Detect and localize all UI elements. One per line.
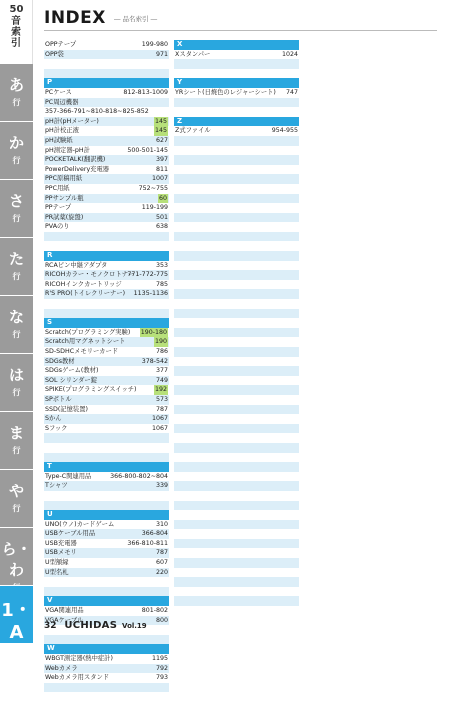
entry-name: RICOHカラー・モノクロトナー: [45, 271, 135, 279]
entry-name: pH計(pHメーター): [45, 117, 99, 125]
page-title: INDEX: [44, 8, 106, 28]
entry-name: Tシャツ: [45, 482, 68, 490]
index-entry: [44, 337, 169, 347]
index-entry: [44, 376, 169, 386]
entry-name: pH計校正液: [45, 127, 79, 135]
entry-name: Scratch(プログラミング実験): [45, 328, 131, 336]
index-entry: [44, 126, 169, 136]
index-entry: [174, 146, 299, 156]
entry-name: Z式ファイル: [175, 127, 211, 135]
index-entry: [44, 366, 169, 376]
entry-page: 145: [154, 117, 167, 125]
index-entry: [44, 414, 169, 424]
index-entry: [44, 203, 169, 213]
page-header: [44, 8, 157, 30]
index-entry: [44, 107, 169, 117]
brand-name: UCHIDAS: [64, 620, 118, 631]
entry-page: 1007: [151, 175, 168, 183]
index-entry: [44, 587, 169, 597]
entry-page: 749: [155, 376, 168, 384]
section-header: T: [44, 462, 169, 472]
entry-page: 353: [155, 261, 168, 269]
side-index-tabs: [0, 0, 33, 644]
index-entry: [44, 299, 169, 309]
index-entry: [44, 88, 169, 98]
section-header: R: [44, 251, 169, 261]
index-entry: [44, 558, 169, 568]
entry-name: Sフック: [45, 424, 68, 432]
entry-name: PC周辺機器: [45, 98, 79, 106]
index-entry: [174, 309, 299, 319]
entry-name: R'S PRO(トイレクリーナー): [45, 290, 126, 298]
index-entry: [174, 280, 299, 290]
index-entry: [44, 654, 169, 664]
index-entry: [174, 289, 299, 299]
index-entry: [44, 548, 169, 558]
index-entry: [174, 59, 299, 69]
entry-name: PR試薬(旋盤): [45, 213, 84, 221]
volume-label: Vol.19: [122, 622, 147, 630]
entry-page: 607: [155, 559, 168, 567]
entry-name: PPC原稿用紙: [45, 175, 83, 183]
side-tab-label: や: [8, 482, 24, 500]
side-tab-label: 1・A: [1, 600, 32, 643]
index-entry: [44, 481, 169, 491]
index-entry: [174, 194, 299, 204]
index-entry: [44, 395, 169, 405]
entry-name: PCケース: [45, 88, 72, 96]
index-entry: [174, 299, 299, 309]
side-tab-0[interactable]: [0, 64, 33, 122]
entry-page: 1135-1136: [133, 290, 168, 298]
entry-name: SPIKE(プログラミングスイッチ): [45, 386, 137, 394]
index-entry: [174, 174, 299, 184]
side-tab-sublabel: 行: [12, 504, 21, 513]
index-entry: [174, 520, 299, 530]
index-entry: [44, 69, 169, 79]
side-tab-sublabel: 行: [12, 98, 21, 107]
side-tab-8[interactable]: [0, 528, 33, 586]
side-tab-label: か: [8, 134, 24, 152]
side-tab-sublabel: 行: [12, 272, 21, 281]
index-entry: [174, 568, 299, 578]
entry-name: Type-C関連用品: [45, 472, 92, 480]
entry-page: 811: [155, 165, 168, 173]
side-tab-5[interactable]: [0, 354, 33, 412]
index-entry: [44, 692, 169, 702]
index-entry: [174, 136, 299, 146]
entry-name: Webカメラ: [45, 664, 78, 672]
entry-name: USB充電器: [45, 539, 77, 547]
index-entry: [174, 328, 299, 338]
entry-page: 1195: [151, 655, 168, 662]
entry-page: 954-955: [271, 127, 298, 135]
entry-page: 1067: [151, 424, 168, 432]
entry-name: PVAのり: [45, 223, 70, 231]
section-header: P: [44, 78, 169, 88]
side-tab-label: た: [8, 250, 24, 268]
side-tab-6[interactable]: [0, 412, 33, 470]
entry-page: 190: [154, 338, 167, 346]
side-tab-4[interactable]: [0, 296, 33, 354]
index-entry: [174, 385, 299, 395]
entry-name: OPPテープ: [45, 41, 77, 48]
index-entry: [174, 366, 299, 376]
index-entry: [174, 213, 299, 223]
entry-name: Sかん: [45, 415, 62, 423]
index-entry: [44, 155, 169, 165]
entry-name: POCKETALK(翻訳機): [45, 156, 106, 164]
entry-name: U型額縁: [45, 559, 69, 567]
index-entry: [44, 453, 169, 463]
index-entry: [44, 424, 169, 434]
index-entry: [174, 241, 299, 251]
index-column-right: [174, 40, 299, 616]
entry-page: 627: [155, 136, 168, 144]
index-entry: [44, 635, 169, 645]
entry-name: VGA関連用品: [45, 607, 84, 615]
index-entry: [174, 462, 299, 472]
entry-name: PPサンプル瓶: [45, 194, 84, 202]
entry-page: 1024: [281, 50, 298, 58]
side-tab-label: さ: [8, 192, 24, 210]
index-entry: [174, 405, 299, 415]
entry-page: 793: [155, 674, 168, 682]
section-header: Z: [174, 117, 299, 127]
section-header: W: [44, 644, 169, 654]
side-tab-label: は: [8, 366, 24, 384]
index-entry: [174, 165, 299, 175]
index-entry: [174, 357, 299, 367]
index-entry: [44, 472, 169, 482]
entry-name: PPC用紙: [45, 184, 70, 192]
section-header: Y: [174, 78, 299, 88]
index-entry: [174, 184, 299, 194]
index-entry: [174, 318, 299, 328]
index-entry: [44, 59, 169, 69]
header-divider: [44, 30, 437, 31]
entry-page: 378-542: [141, 357, 168, 365]
index-entry: [174, 596, 299, 606]
entry-name: Webカメラ用スタンド: [45, 674, 110, 682]
entry-page: 1067: [151, 415, 168, 423]
side-tab-label: な: [8, 308, 24, 326]
index-entry: [44, 241, 169, 251]
index-entry: [174, 587, 299, 597]
entry-name: SSD(記憶装置): [45, 405, 88, 413]
section-header: S: [44, 318, 169, 328]
index-entry: [44, 405, 169, 415]
entry-name: PowerDelivery充電器: [45, 165, 110, 173]
side-tab-1[interactable]: [0, 122, 33, 180]
index-entry: [174, 510, 299, 520]
side-index-header: [0, 0, 33, 64]
index-column-left: [44, 40, 169, 702]
entry-page: 786: [155, 348, 168, 355]
index-entry: [174, 414, 299, 424]
index-entry: [174, 453, 299, 463]
index-entry: [174, 347, 299, 357]
entry-page: 771-772-775: [127, 271, 168, 279]
side-tab-sublabel: 行: [12, 388, 21, 397]
index-entry: [44, 309, 169, 319]
side-tab-3[interactable]: [0, 238, 33, 296]
entry-page: 192: [154, 386, 167, 394]
entry-page: 787: [155, 549, 168, 557]
section-header: X: [174, 40, 299, 50]
index-entry: [44, 529, 169, 539]
index-entry: [44, 280, 169, 290]
index-entry: [174, 107, 299, 117]
index-entry: [174, 251, 299, 261]
index-entry: [44, 117, 169, 127]
entry-name: SPボトル: [45, 395, 72, 403]
index-entry: [44, 232, 169, 242]
index-entry: [174, 577, 299, 587]
entry-name: YRシート(日焼色のレジャーシート): [175, 88, 276, 96]
index-entry: [44, 40, 169, 50]
index-entry: [44, 146, 169, 156]
section-header: U: [44, 510, 169, 520]
index-entry: [44, 222, 169, 232]
entry-name: VGAケーブル: [45, 616, 84, 624]
section-header: V: [44, 596, 169, 606]
entry-page: 366-804: [141, 530, 168, 538]
entry-page: 800: [155, 616, 168, 624]
index-entry: [174, 376, 299, 386]
index-entry: [44, 165, 169, 175]
entry-name: SD-SDHCメモリーカード: [45, 348, 119, 355]
side-tab-9[interactable]: [0, 586, 33, 644]
entry-page: 339: [155, 482, 168, 490]
index-entry: [44, 491, 169, 501]
entry-name: pH試験紙: [45, 136, 73, 144]
index-entry: [44, 577, 169, 587]
entry-name: U型名札: [45, 568, 69, 576]
entry-name: RCAピン中継アダプタ: [45, 261, 108, 269]
index-entry: [44, 136, 169, 146]
entry-name: SDGs教材: [45, 357, 75, 365]
index-entry: [44, 501, 169, 511]
entry-name: USBメモリ: [45, 549, 77, 557]
entry-page: 377: [155, 367, 168, 375]
index-entry: [44, 606, 169, 616]
index-entry: [174, 395, 299, 405]
index-entry: [44, 289, 169, 299]
index-entry: [44, 539, 169, 549]
entry-page: 310: [155, 520, 168, 528]
index-entry: [174, 50, 299, 60]
index-entry: [44, 270, 169, 280]
entry-name: pH測定器-pH計: [45, 146, 90, 154]
entry-name: WBGT測定器(熱中症計): [45, 655, 113, 662]
entry-page: 366-800-802~804: [110, 472, 168, 480]
index-entry: [174, 98, 299, 108]
index-entry: [174, 261, 299, 271]
page-subtitle: ― 品名索引 ―: [113, 15, 158, 23]
entry-page: 812-813-1009: [123, 88, 168, 96]
side-tab-2[interactable]: [0, 180, 33, 238]
entry-page: 785: [155, 280, 168, 288]
index-entry: [174, 491, 299, 501]
side-tab-label: ら・わ: [1, 540, 32, 579]
index-entry: [44, 261, 169, 271]
page-footer: [44, 620, 147, 631]
entry-name: USBケーブル用品: [45, 530, 96, 538]
entry-page: 573: [155, 395, 168, 403]
index-entry: [174, 222, 299, 232]
entry-page: 787: [155, 405, 168, 413]
index-entry: [174, 539, 299, 549]
entry-name: Xスタンパー: [175, 50, 211, 58]
entry-name: UNO(ウノ)カードゲーム: [45, 520, 115, 528]
entry-page: 397: [155, 156, 168, 164]
entry-name: RICOHインクカートリッジ: [45, 280, 122, 288]
index-entry: [174, 337, 299, 347]
entry-name: Scratch用マグネットシート: [45, 338, 126, 346]
side-tab-label: ま: [8, 424, 24, 442]
index-entry: [174, 472, 299, 482]
index-entry: [174, 424, 299, 434]
entry-name: SOL シリンダー錠: [45, 376, 97, 384]
index-entry: [44, 385, 169, 395]
entry-name: PPテープ: [45, 204, 72, 212]
entry-page: 220: [155, 568, 168, 576]
index-entry: [174, 88, 299, 98]
index-entry: [174, 126, 299, 136]
entry-page: 971: [155, 50, 168, 58]
entry-name: OPP袋: [45, 50, 64, 58]
index-entry: [44, 520, 169, 530]
entry-page: 501: [155, 213, 168, 221]
side-tab-sublabel: 行: [12, 214, 21, 223]
entry-page: 638: [155, 223, 168, 231]
side-index-label: 音索引: [11, 16, 21, 49]
index-entry: [44, 194, 169, 204]
index-entry: [174, 270, 299, 280]
index-entry: [44, 664, 169, 674]
index-entry: [44, 433, 169, 443]
index-entry: [44, 683, 169, 693]
side-tab-sublabel: 行: [12, 446, 21, 455]
entry-page: 801-802: [141, 607, 168, 615]
index-entry: [174, 69, 299, 79]
side-tab-label: あ: [8, 76, 24, 94]
entry-page: 145: [154, 127, 167, 135]
entry-page: 190-180: [140, 328, 167, 336]
index-entry: [174, 433, 299, 443]
index-entry: [44, 357, 169, 367]
entry-name: SDGsゲーム(教材): [45, 367, 99, 375]
index-entry: [174, 443, 299, 453]
index-entry: [174, 481, 299, 491]
index-entry: [174, 501, 299, 511]
index-entry: [44, 174, 169, 184]
index-entry: [174, 558, 299, 568]
index-entry: [174, 155, 299, 165]
index-entry: [44, 673, 169, 683]
entry-page: 752~755: [138, 184, 168, 192]
side-tab-sublabel: 行: [12, 330, 21, 339]
side-tab-7[interactable]: [0, 470, 33, 528]
entry-page: 199-980: [141, 41, 168, 48]
index-entry: [44, 328, 169, 338]
side-index-number: 50: [9, 4, 24, 15]
index-entry: [44, 568, 169, 578]
index-entry: [174, 203, 299, 213]
entry-page: 60: [158, 194, 167, 202]
entry-page: 366-810-811: [127, 539, 168, 547]
index-entry: [44, 184, 169, 194]
index-entry: [44, 50, 169, 60]
entry-page: 119-199: [141, 204, 168, 212]
index-entry: [174, 232, 299, 242]
entry-page: 792: [155, 664, 168, 672]
index-entry: [44, 347, 169, 357]
index-entry: [174, 548, 299, 558]
entry-page: 747: [285, 88, 298, 96]
index-entry: [174, 606, 299, 616]
entry-name: 357-366-791~810-818~825-852: [45, 108, 149, 116]
index-entry: [44, 98, 169, 108]
side-tab-sublabel: 行: [12, 156, 21, 165]
index-entry: [44, 213, 169, 223]
index-entry: [174, 529, 299, 539]
entry-page: 500-501-145: [127, 146, 168, 154]
page-number: 32: [44, 621, 57, 631]
index-entry: [44, 443, 169, 453]
